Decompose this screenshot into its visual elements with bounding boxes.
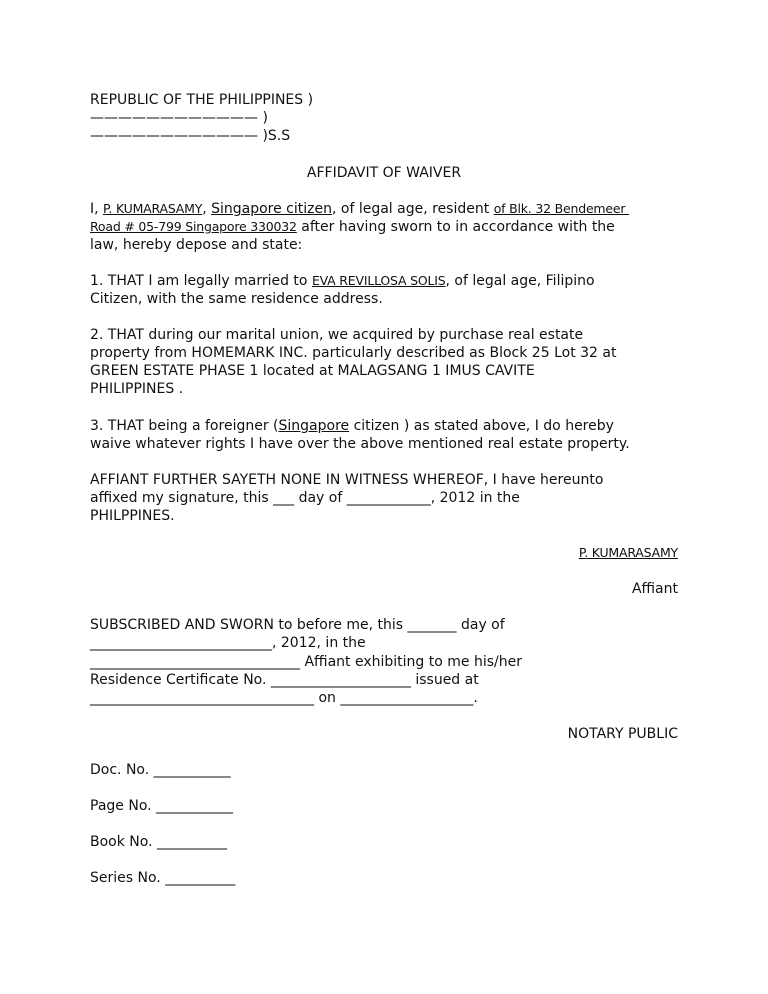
witness-line-2: affixed my signature, this ___ day of ____________, 2012 in the xyxy=(90,490,520,506)
jurat-line-1: SUBSCRIBED AND SWORN to before me, this _______ day of xyxy=(90,617,505,633)
jurat-line-5: ________________________________ on ___________________. xyxy=(90,690,478,706)
witness-line-1: AFFIANT FURTHER SAYETH NONE IN WITNESS WHEREOF, I have hereunto xyxy=(90,472,604,488)
series-no: Series No. __________ xyxy=(90,870,236,886)
affiant-name: P. KUMARASAMY xyxy=(103,201,203,216)
item-2-line-1: 2. THAT during our marital union, we acquired by purchase real estate xyxy=(90,327,584,343)
item-2-line-2: property from HOMEMARK INC. particularly described as Block 25 Lot 32 at xyxy=(90,345,617,361)
item-3-line-1: 3. THAT being a foreigner (Singapore citizen ) as stated above, I do hereby xyxy=(90,418,614,434)
item-2-line-3: GREEN ESTATE PHASE 1 located at MALAGSANG 1 IMUS CAVITE xyxy=(90,363,535,379)
signature-name: P. KUMARASAMY xyxy=(578,545,678,560)
jurat-line-4: Residence Certificate No. ____________________ issued at xyxy=(90,672,479,688)
country: Singapore xyxy=(278,418,350,434)
page-no: Page No. ___________ xyxy=(90,798,234,814)
venue-line-2: ———————————— ) xyxy=(90,110,268,126)
item-2-line-4: PHILIPPINES . xyxy=(90,381,184,397)
intro-line-1: I, P. KUMARASAMY, Singapore citizen, of legal age, resident of Blk. 32 Bendemeer xyxy=(90,201,630,217)
doc-no: Doc. No. ___________ xyxy=(90,762,231,778)
jurat-line-2: __________________________, 2012, in the xyxy=(90,635,366,651)
intro-line-3: law, hereby depose and state: xyxy=(90,237,303,253)
signature-role: Affiant xyxy=(631,581,678,597)
witness-line-3: PHILPPINES. xyxy=(90,508,175,524)
item-1-line-1: 1. THAT I am legally married to EVA REVILLOSA SOLIS, of legal age, Filipino xyxy=(90,273,595,289)
item-1-line-2: Citizen, with the same residence address. xyxy=(90,291,383,307)
address-part-2: Road # 05-799 Singapore 330032 xyxy=(90,219,297,234)
spouse-name: EVA REVILLOSA SOLIS xyxy=(311,273,446,288)
address-part-1: of Blk. 32 Bendemeer xyxy=(493,201,630,216)
book-no: Book No. __________ xyxy=(90,834,227,850)
item-3-line-2: waive whatever rights I have over the above mentioned real estate property. xyxy=(90,436,630,452)
venue-line-1: REPUBLIC OF THE PHILIPPINES ) xyxy=(90,92,314,108)
jurat-line-3: ______________________________ Affiant exhibiting to me his/her xyxy=(90,654,522,670)
document-title: AFFIDAVIT OF WAIVER xyxy=(306,165,462,181)
citizenship: Singapore citizen xyxy=(211,201,332,217)
notary-public-label: NOTARY PUBLIC xyxy=(567,726,678,742)
intro-line-2: Road # 05-799 Singapore 330032 after having sworn to in accordance with the xyxy=(90,219,615,235)
venue-line-3: ———————————— )S.S xyxy=(90,128,291,144)
